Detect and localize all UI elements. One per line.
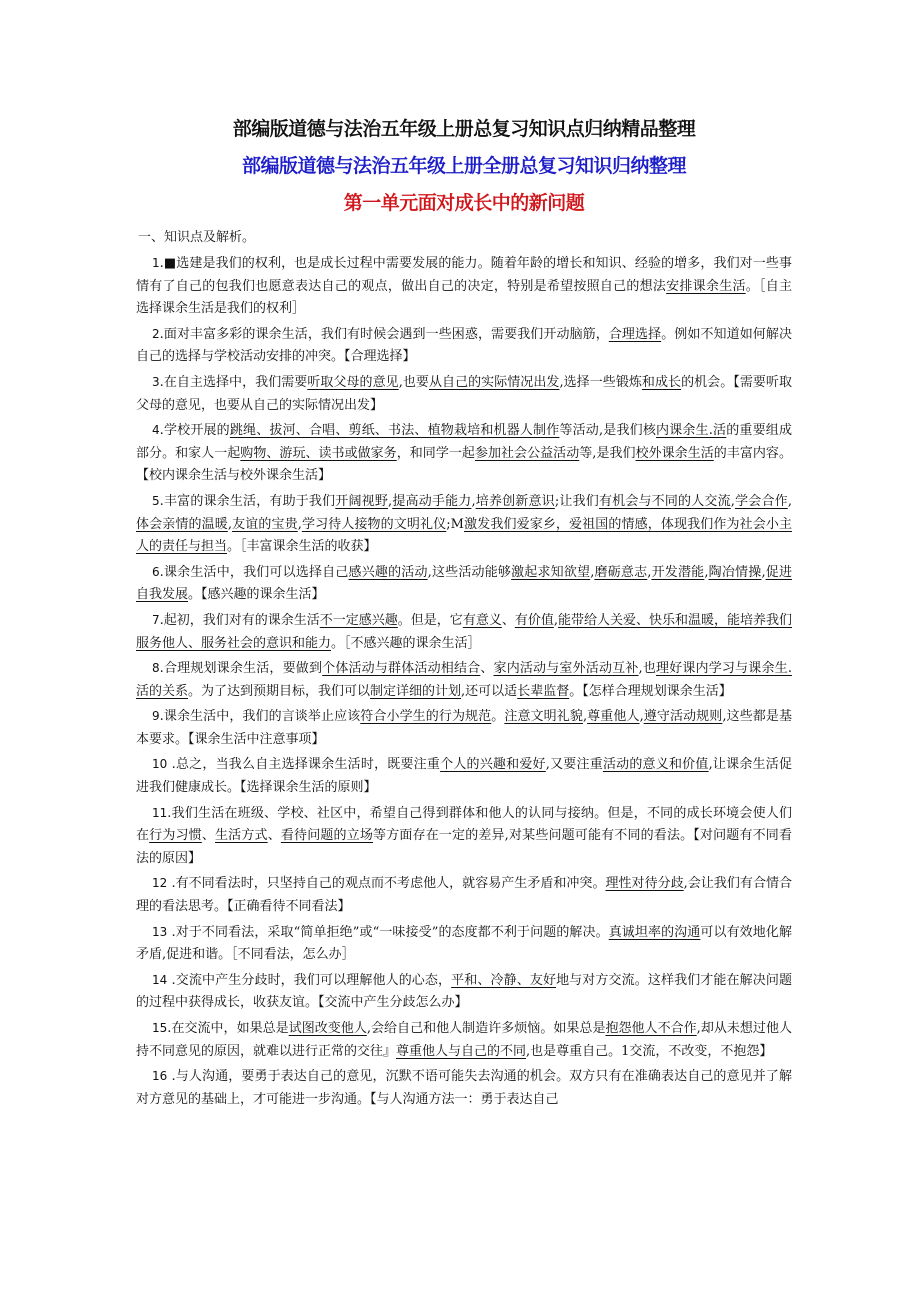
- body-text: ,会给自己和他人制造许多烦恼。如果总是: [366, 1021, 606, 1036]
- body-text: .我们生活在班级、学校、社区中，希望自己得到群体和他人的认同与接纳。但是，不同的成长环境会使人们在: [136, 805, 792, 844]
- section-heading: 一、知识点及解析。: [138, 230, 256, 245]
- body-text: 的丰富内容。【校内课余生活与校外课余生活】: [136, 445, 792, 484]
- key-phrase: 遵守活动规则: [643, 709, 723, 725]
- body-text: 。［自主选择课余生活是我们的权利］: [136, 278, 792, 317]
- knowledge-point-3: [136, 371, 792, 417]
- key-phrase: 有意义: [462, 612, 502, 628]
- body-text: ，和同学一起: [396, 445, 475, 461]
- key-phrase: 体会亲情的温暖: [136, 516, 228, 532]
- knowledge-point-12: [136, 872, 792, 918]
- key-phrase: 行为习惯: [149, 828, 202, 844]
- key-phrase: 不一定感兴趣: [319, 612, 398, 628]
- body-text: ,也要: [398, 374, 429, 390]
- knowledge-point-number: 9: [152, 709, 160, 724]
- body-text: 。: [491, 709, 505, 725]
- knowledge-point-number: 2: [152, 326, 160, 341]
- knowledge-point-number: 16: [152, 1069, 168, 1084]
- key-phrase: 尊重他人: [587, 709, 640, 725]
- key-phrase: 开发潜能: [651, 564, 705, 580]
- knowledge-point-number: 7: [152, 612, 160, 627]
- key-phrase: 家内活动与室外活动互补: [493, 661, 639, 677]
- key-phrase: 听取父母的意见: [307, 374, 399, 390]
- body-text: ,让课余生活促进我们健康成长。【选择课余生活的原则】: [136, 757, 792, 796]
- body-text: 。［不感兴趣的课余生活］: [331, 635, 481, 651]
- body-text: 。【怎样合理规划课余生活】: [569, 683, 732, 699]
- body-text: .丰富的课余生活，有助于我们: [159, 493, 336, 509]
- knowledge-point-number: 10: [152, 757, 168, 772]
- key-phrase: 内课余生.活: [656, 423, 727, 439]
- document-title: 部编版道德与法治五年级上册总复习知识点归纳精品整理: [232, 118, 696, 140]
- body-text: 等,是我们: [579, 445, 636, 461]
- knowledge-point-4: [136, 419, 792, 488]
- knowledge-point-1: [136, 252, 792, 321]
- body-text: ,: [761, 564, 766, 580]
- knowledge-point-5: [136, 490, 792, 559]
- body-text: 、: [480, 661, 494, 677]
- knowledge-point-number: 13: [152, 924, 168, 939]
- body-text: ,: [582, 709, 588, 725]
- body-text: .课余生活中，我们的言谈举止应该: [159, 709, 361, 725]
- document-subtitle: 部编版道德与法治五年级上册全册总复习知识归纳整理: [241, 155, 686, 177]
- key-phrase: 促进自我发展: [136, 564, 792, 603]
- key-phrase: 培养创新意识: [475, 493, 555, 509]
- body-text: .对于不同看法，采取“简单拒绝”或“一味接受”的态度都不利于问题的解决。: [167, 924, 609, 940]
- body-text: 的重要组成部分。和家人一起: [136, 423, 792, 461]
- body-text: 可以有效地化解矛盾,促进和谐。［不同看法，怎么办］: [136, 924, 792, 963]
- body-text: ,这些活动能够: [427, 564, 512, 580]
- knowledge-point-16: [136, 1065, 792, 1111]
- unit-heading: 第一单元面对成长中的新问题: [343, 192, 585, 214]
- key-phrase: 注意文明礼貌: [504, 709, 583, 725]
- key-phrase: 理好课内学习与课余生.活的关系: [136, 661, 792, 699]
- knowledge-point-11: [136, 802, 792, 871]
- body-text: ,: [730, 493, 735, 509]
- knowledge-point-number: 11: [152, 805, 168, 820]
- body-text: ,: [553, 612, 558, 628]
- body-text: 、: [201, 828, 216, 844]
- key-phrase: 理性对待分歧: [605, 876, 684, 892]
- key-phrase: 合理选择: [608, 326, 662, 342]
- body-text: ,会让我们有合情合理的看法思考。【正确看待不同看法】: [136, 876, 793, 915]
- key-phrase: 磨砺意志: [594, 564, 648, 580]
- knowledge-point-9: [136, 705, 792, 751]
- body-text: 。例如不知道如何解决自己的选择与学校活动安排的冲突。【合理选择】: [136, 326, 792, 365]
- key-phrase: 活动的意义和价值: [602, 757, 709, 773]
- knowledge-point-13: [136, 921, 792, 967]
- body-text: 的机会。【需要听取父母的意见，也要从自己的实际情况出发】: [136, 374, 792, 413]
- body-text: 。［丰富课余生活的收获】: [227, 539, 377, 555]
- key-phrase: 参加社会公益活动: [474, 445, 580, 461]
- knowledge-point-7: [136, 609, 792, 655]
- key-phrase: 从自己的实际情况出发: [428, 374, 560, 390]
- key-phrase: 和成长: [641, 374, 682, 390]
- key-phrase: 个体活动与群体活动相结合: [322, 661, 481, 677]
- body-text: ,又要注重: [545, 757, 603, 773]
- knowledge-point-15: [136, 1017, 792, 1063]
- body-text: .课余生活中，我们可以选择自己: [159, 564, 349, 580]
- knowledge-point-number: 6: [152, 564, 160, 579]
- body-text: .在自主选择中，我们需要: [159, 374, 308, 390]
- knowledge-point-number: 1: [152, 256, 160, 270]
- body-text: ,: [787, 493, 792, 509]
- body-text: ,: [704, 564, 709, 580]
- body-text: ,: [639, 709, 644, 725]
- body-text: 等活动,是我们核: [559, 423, 657, 439]
- key-phrase: 能带给人关爱、快乐和温暖，能培养我们服务他人、服务社会的意识和能力: [136, 612, 793, 651]
- key-phrase: 制定详细的计划: [370, 683, 462, 699]
- key-phrase: 购物、游玩、读书或做家务: [240, 445, 397, 461]
- key-phrase: 跳绳、拔河、合唱、剪纸、书法、植物栽培和机器人制作: [229, 423, 560, 439]
- body-text: 。为了达到预期目标，我们可以: [188, 683, 371, 699]
- key-phrase: 有机会与不同的人交流: [598, 493, 731, 509]
- key-phrase: 开阔视野: [335, 493, 389, 509]
- body-text: .起初，我们对有的课余生活: [159, 612, 320, 628]
- body-text: ,: [297, 516, 302, 532]
- key-phrase: 友谊的宝贵: [231, 516, 298, 532]
- key-phrase: 学会合作: [734, 493, 788, 509]
- knowledge-point-10: [136, 753, 792, 799]
- body-text: ,选择一些锻炼: [559, 374, 642, 390]
- key-phrase: 陶冶情操: [708, 564, 762, 580]
- knowledge-point-number: 8: [152, 661, 160, 676]
- body-text: 、: [501, 612, 515, 628]
- knowledge-point-number: 15: [152, 1021, 168, 1035]
- body-text: ,也: [638, 661, 657, 677]
- body-text: .与人沟通，要勇于表达自己的意见，沉默不语可能失去沟通的机会。双方只有在准确表达自己的意见并了解对方意见的基础上，才可能进一步沟通。【与人沟通方法一：勇于表达自己: [136, 1069, 792, 1107]
- key-phrase: 感兴趣的活动: [348, 564, 428, 580]
- body-text: .■选建是我们的权利，也是成长过程中需要发展的能力。随着年龄的增长和知识、经验的增多，我们对一些事情有了自己的包我们也愿意表达自己的观点，做出自己的决定，特别是希望按照自己的想法: [136, 256, 792, 294]
- body-text: 、: [267, 828, 281, 844]
- body-text: ,这些都是基本要求。【课余生活中注意事项】: [136, 709, 792, 747]
- key-phrase: 长辈监督: [517, 683, 570, 699]
- key-phrase: 看待问题的立场: [280, 828, 374, 844]
- body-text: .学校开展的: [159, 423, 230, 439]
- key-phrase: 有价值: [514, 612, 554, 628]
- knowledge-point-8: [136, 657, 792, 703]
- key-phrase: 激发我们爱家乡，爱祖国的情感，体现我们作为社会小主人的责任与担当: [136, 516, 792, 555]
- key-phrase: 激起求知欲望: [511, 564, 591, 580]
- key-phrase: 生活方式: [215, 828, 268, 844]
- body-text: ;让我们: [554, 493, 599, 509]
- body-text: ,: [227, 516, 232, 532]
- knowledge-point-number: 4: [152, 423, 160, 438]
- knowledge-point-number: 5: [152, 493, 160, 508]
- body-text: .总之，当我么自主选择课余生活时，既要注重: [167, 757, 441, 773]
- body-text: ;M: [446, 516, 464, 532]
- body-text: ,: [590, 564, 595, 580]
- key-phrase: 抱怨他人不合作: [605, 1021, 697, 1036]
- body-text: ,还可以适: [461, 683, 518, 699]
- key-phrase: 学习待人接物的文明礼仪: [301, 516, 447, 532]
- knowledge-point-number: 3: [152, 374, 160, 389]
- body-text: 等方面存在一定的差异,对某些问题可能有不同的看法。【对问题有不同看法的原因】: [136, 828, 792, 866]
- key-phrase: 个人的兴趣和爱好: [440, 757, 546, 773]
- knowledge-point-2: [136, 323, 792, 369]
- key-phrase: 真诚坦率的沟通: [608, 924, 701, 940]
- body-text: ,也是尊重自己。1交流，不改变，不抱怨】: [526, 1043, 773, 1059]
- key-phrase: 符合小学生的行为规范: [360, 709, 492, 725]
- body-text: .交流中产生分歧时，我们可以理解他人的心态，: [167, 972, 452, 988]
- knowledge-point-number: 14: [152, 972, 168, 987]
- body-text: ,: [471, 493, 476, 509]
- key-phrase: 校外课余生活: [635, 445, 714, 461]
- key-phrase: 安排课余生活: [666, 278, 746, 294]
- knowledge-point-6: [136, 561, 792, 607]
- knowledge-point-14: [136, 969, 792, 1015]
- key-phrase: 提高动手能力: [392, 493, 472, 509]
- knowledge-point-list: [136, 252, 792, 1111]
- body-text: ,: [388, 493, 393, 509]
- body-text: .面对丰富多彩的课余生活，我们有时候会遇到一些困惑，需要我们开动脑筋，: [159, 326, 609, 342]
- body-text: 地与对方交流。这样我们才能在解决问题的过程中获得成长，收获友谊。【交流中产生分歧怎么办】: [136, 972, 792, 1011]
- body-text: .合理规划课余生活，要做到: [159, 661, 323, 677]
- body-text: ,: [647, 564, 652, 580]
- body-text: 。【感兴趣的课余生活】: [188, 587, 325, 603]
- body-text: ,却从未想过他人持不同意见的原因，就难以进行正常的交往』: [136, 1021, 792, 1059]
- body-text: 。但是，它: [397, 612, 463, 628]
- body-text: .有不同看法时，只坚持自己的观点而不考虑他人，就容易产生矛盾和冲突。: [167, 876, 606, 892]
- key-phrase: 试图改变他人: [288, 1021, 367, 1036]
- body-text: .在交流中，如果总是: [167, 1021, 289, 1036]
- key-phrase: 尊重他人与自己的不同: [396, 1043, 527, 1059]
- knowledge-point-number: 12: [152, 876, 168, 891]
- key-phrase: 平和、冷静、友好: [451, 972, 557, 988]
